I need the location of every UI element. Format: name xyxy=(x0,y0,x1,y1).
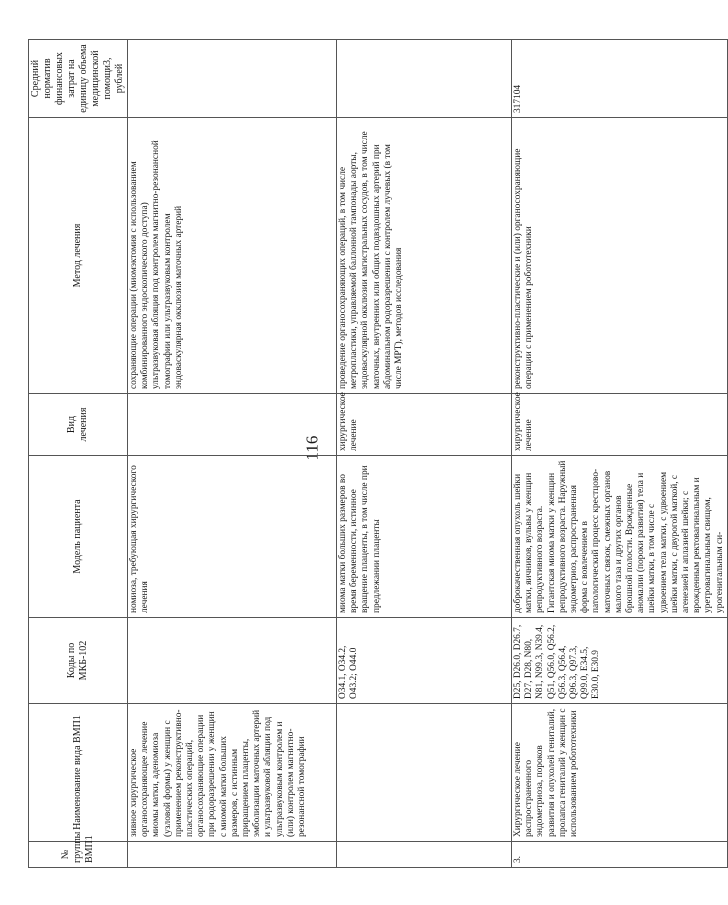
cell-group-number xyxy=(337,842,512,868)
cell-treatment-method: реконструктивно-пластические и (или) органосохраняющие операции с применением робототехники xyxy=(512,118,728,394)
cell-treatment-method: сохраняющие операции (миомэктомия с использованием комбинированного эндоскопического доступа) ультразвуковая абляция под контролем магнитно-резонансной томографии или ультразвуковым контролем эндоваскулярная окклюзия маточных артерий xyxy=(128,118,337,394)
cell-vmp-name: зивное хирургическое органосохраняющее лечение миомы матки, аденомиоза (узловой формы) у женщин с применением реконструктивно-пластических операций, органосохраняющие операции при родоразрешении у женщин с миомой матки больших размеров, с истинным приращением плаценты, эмболизации маточных артерий и ультразвуковой абляции под ультразвуковым контролем и (или) контролем магнитно-резонансной томографии xyxy=(128,704,337,842)
cell-treatment-kind: хирургическое лечение xyxy=(512,394,728,456)
rotated-table-container xyxy=(28,40,725,868)
table-header-row xyxy=(29,40,128,868)
cell-cost-norm xyxy=(128,40,337,118)
cell-treatment-kind xyxy=(128,394,337,456)
cell-treatment-method: проведение органосохраняющих операций, в том числе метропластики, управляемой баллонной тампонады аорты, эндоваскулярной окклюзии магистральных сосудов, в том числе маточных, внутренних или общих подвздошных артерий при абдоминальном родоразрешении с контролем лучевых (в том числе МРТ), методов исследования xyxy=(337,118,512,394)
cell-group-number xyxy=(128,842,337,868)
header-cost-norm: Средний норматив финансовых затрат на единицу объема медицинской помощи3, рублей xyxy=(29,40,128,118)
header-treatment-method: Метод лечения xyxy=(29,118,128,394)
cell-treatment-kind: хирургическое лечение xyxy=(337,394,512,456)
header-treatment-kind: Вид лечения xyxy=(29,394,128,456)
cell-patient-model: миома матки больших размеров во время беременности, истинное вращение плаценты, в том числе при предлежании плаценты xyxy=(337,456,512,618)
table-row xyxy=(128,40,337,868)
cell-cost-norm xyxy=(337,40,512,118)
header-group-number: № группы ВМП1 xyxy=(29,842,128,868)
vmp-table xyxy=(28,39,728,868)
table-row xyxy=(512,40,728,868)
cell-icd-codes xyxy=(128,618,337,704)
header-patient-model: Модель пациента xyxy=(29,456,128,618)
header-icd-codes: Коды по МКБ-102 xyxy=(29,618,128,704)
cell-cost-norm: 317104 xyxy=(512,40,728,118)
table-row xyxy=(337,40,512,868)
cell-icd-codes: O34.1, O34.2, O43.2; O44.0 xyxy=(337,618,512,704)
cell-vmp-name xyxy=(337,704,512,842)
cell-vmp-name: Хирургическое лечение распространенного эндометриоза, пороков развития и опухолей гениталий, пролапса гениталий у женщин с использованием робототехники xyxy=(512,704,728,842)
header-vmp-name: Наименование вида ВМП1 xyxy=(29,704,128,842)
cell-group-number: 3. xyxy=(512,842,728,868)
cell-icd-codes: D25, D26.0, D26.7, D27, D28, N80, N81, N99.3, N39.4, Q51, Q56.0, Q56.2, Q56.3, Q56.4, Q96.3, Q97.3, Q99.0, E34.5, E30.0, E30.9 xyxy=(512,618,728,704)
cell-patient-model: номиоза, требующая хирургического лечения xyxy=(128,456,337,618)
cell-patient-model: доброкачественная опухоль шейки матки, яичников, вульвы у женщин репродуктивного возраста. Гигантская миома матки у женщин репродуктивного возраста. Наружный эндометриоз, распространенная форма с вовлечением в патологический процесс крестцово-маточных связок, смежных органов малого таза и других органов брюшной полости. Врожденные аномалии (пороки развития) тела и шейки матки, в том числе с удвоением тела матки, с удвоением шейки матки, с двурогой маткой, с агенезией и аплазией шейки; с врожденным ректовагинальным и уретровагинальным свищом, урогенитальным си- xyxy=(512,456,728,618)
page-number: 116 xyxy=(302,435,322,461)
